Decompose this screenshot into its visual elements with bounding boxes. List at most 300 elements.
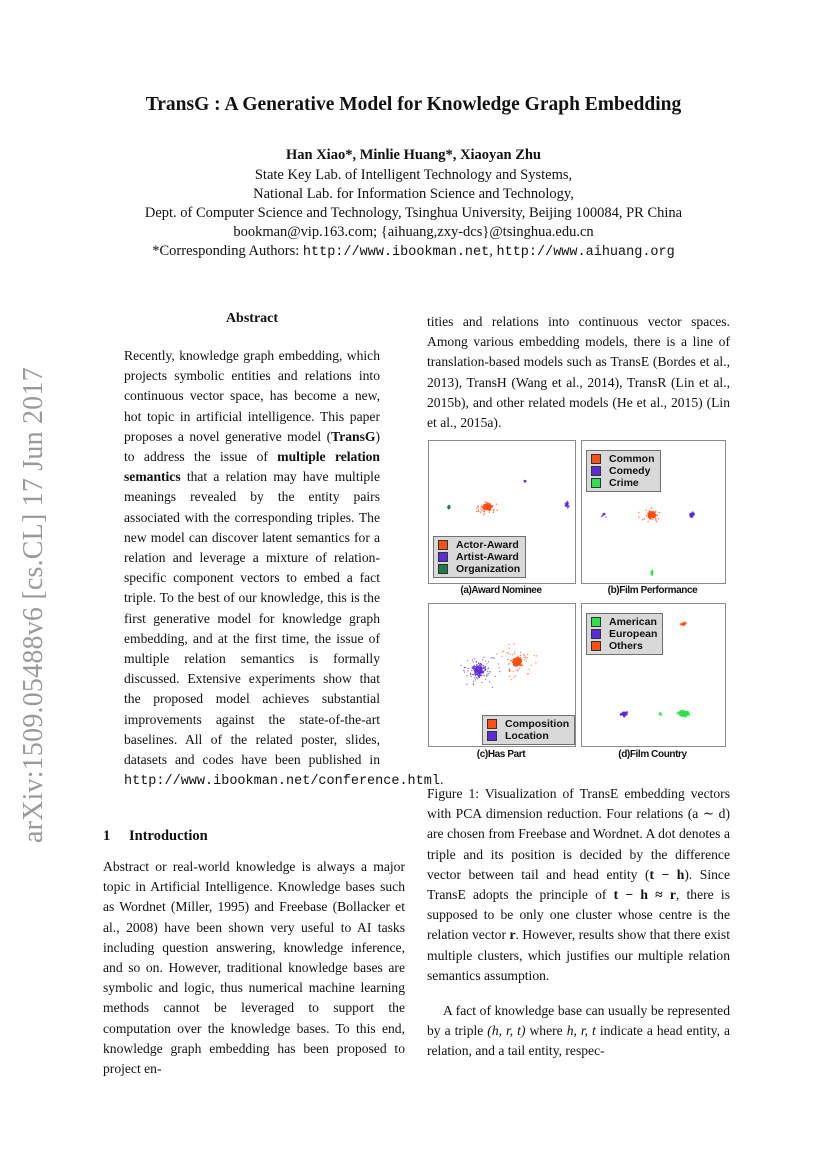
scatter-point [517,661,518,662]
legend-label: Crime [609,477,639,489]
scatter-point [489,506,490,507]
legend-swatch [591,617,601,627]
scatter-point [479,677,480,678]
legend-item [487,730,569,742]
legend-swatch [438,540,448,550]
legend-swatch [438,564,448,574]
scatter-point [477,672,479,674]
section-heading-introduction [103,828,208,845]
scatter-point [526,661,527,662]
scatter-point [509,669,510,670]
scatter-point [480,675,481,676]
legend-label: Location [505,730,549,742]
scatter-point [498,663,499,664]
scatter-point [485,661,486,662]
scatter-point [514,660,515,661]
scatter-point [483,657,484,658]
scatter-point [655,518,656,519]
scatter-point [682,714,684,716]
scatter-point [517,670,518,671]
abstract-text-3: that a relation may have multiple meanings revealed by the entity pairs associated with the corresponding triples. The new model can discover latent semantics for a relation and leverage a mixture of relation-specific component vectors to embed a fact triple. To the best of our knowledge, this is the first generative model for knowledge graph embedding, and at the first time, the issue of multiple relation semantics is formally discussed. Extensive experiments show that the proposed model achieves substantial improvements against the state-of-the-art baselines. All of the related poster, slides, datasets and codes have been published in [124,469,380,768]
scatter-point [655,510,656,511]
scatter-point [520,655,521,656]
scatter-point [646,515,647,516]
scatter-point [655,512,656,513]
scatter-point [483,665,485,667]
scatter-point [472,660,473,661]
scatter-point [513,677,514,678]
scatter-point [475,669,477,671]
scatter-point [526,658,527,659]
scatter-point [519,663,520,664]
scatter-point [509,648,510,649]
scatter-point [493,512,494,513]
caption-text: ). Since TransE adopts the principle of [427,866,731,903]
abstract-url[interactable]: http://www.ibookman.net/conference.html [124,774,440,790]
panel-award-nominee [428,440,576,584]
scatter-point [476,664,478,666]
scatter-point [660,714,661,715]
scatter-point [638,512,639,513]
legend-has-part [482,715,575,745]
scatter-point [475,671,476,672]
scatter-point [517,659,518,660]
scatter-point [477,671,478,672]
scatter-point [473,681,474,682]
para-text: A fact of knowledge base can usually be represented by a triple [427,1003,730,1039]
caption-has-part: (c)Has Part [476,749,526,760]
scatter-point [496,504,497,505]
scatter-point [478,511,479,512]
scatter-point [534,655,535,656]
scatter-point [535,662,536,663]
scatter-point [489,508,490,509]
scatter-point [478,675,479,676]
scatter-point [474,665,475,666]
legend-film-performance [586,450,661,492]
scatter-point [638,516,639,517]
scatter-point [513,671,514,672]
scatter-point [688,714,690,716]
scatter-point [463,670,464,671]
legend-label: Artist-Award [456,551,519,563]
scatter-point [487,675,488,676]
scatter-point [649,516,650,517]
scatter-point [485,666,486,667]
scatter-point [465,667,466,668]
scatter-point [509,676,510,677]
legend-label: Common [609,453,655,465]
scatter-point [656,521,657,522]
scatter-point [480,512,481,513]
scatter-point [653,511,654,512]
scatter-point [626,711,628,713]
scatter-point [523,657,524,658]
legend-label: Comedy [609,465,651,477]
scatter-point [471,676,472,677]
scatter-point [476,661,478,663]
legend-swatch [591,454,601,464]
section-number: 1 [103,828,111,844]
scatter-point [650,518,651,519]
scatter-point [489,511,490,512]
figure-1 [428,440,730,768]
legend-item [438,539,520,551]
scatter-point [482,659,483,660]
legend-label: European [609,628,658,640]
url-separator: , [489,243,497,259]
scatter-point [490,671,491,672]
scatter-point [488,668,489,669]
scatter-point [501,656,502,657]
scatter-point [515,670,516,671]
para-text: where [525,1023,567,1039]
scatter-point [493,509,494,510]
scatter-point [494,658,495,659]
scatter-point [481,682,482,683]
scatter-point [489,503,490,504]
abstract-bold-issue: multiple relation semantics [124,449,380,485]
scatter-point [682,623,684,625]
scatter-point [477,667,478,668]
caption-award-nominee: (a)Award Nominee [460,585,542,596]
scatter-point [676,712,678,714]
caption-text: Figure 1: Visualization of TransE embedding vectors with PCA dimension reduction. Four relations (a ∼ d) are chosen from Freebase and Wordnet. A dot denotes a triple and its position is decided by the difference vector between tail and head entity ( [427,786,730,882]
scatter-point [508,653,509,654]
scatter-point [485,679,486,680]
scatter-point [496,653,497,654]
legend-item [438,563,520,575]
caption-film-country: (d)Film Country [618,749,687,760]
scatter-point [605,516,606,517]
scatter-point [653,513,654,514]
scatter-point [464,671,465,672]
scatter-point [655,519,656,520]
scatter-point [475,679,476,680]
scatter-point [475,675,477,677]
scatter-point [472,666,473,667]
scatter-point [516,658,517,659]
legend-item [591,616,657,628]
paper-title: TransG : A Generative Model for Knowledge Graph Embedding [145,94,682,115]
legend-swatch [591,466,601,476]
legend-swatch [487,719,497,729]
scatter-point [473,667,474,668]
scatter-point [527,657,528,658]
legend-swatch [591,478,601,488]
scatter-point [517,656,518,657]
scatter-point [622,711,624,713]
scatter-point [484,504,485,505]
scatter-point [502,651,503,652]
caption-text: . However, results show that there exist multiple clusters, which justifies our multiple relation semantics assumption. [427,927,730,983]
scatter-point [492,505,493,506]
scatter-point [474,677,475,678]
scatter-point [645,509,646,510]
scatter-point [513,659,514,660]
scatter-point [686,714,688,716]
scatter-point [567,505,569,507]
scatter-point [692,511,694,513]
scatter-point [485,502,486,503]
corresponding-authors [0,243,827,260]
scatter-point [527,673,528,674]
right-column-text: tities and relations into continuous vector spaces. Among various embedding models, there is a line of translation-based models such as TransE (Bordes et al., 2013), TransH (Wang et al., 2014), TransR (Lin et al., 2015b), and other related models (He et al., 2015) (Lin et al., 2015a). [427,314,730,431]
scatter-point [476,677,477,678]
legend-item [591,453,655,465]
scatter-point [519,657,521,659]
scatter-point [471,670,472,671]
scatter-point [652,519,653,520]
scatter-point [495,676,496,677]
scatter-point [486,674,487,675]
scatter-point [507,659,508,660]
scatter-point [448,507,450,509]
caption-text: , there is supposed to be only one cluster whose centre is the relation vector [427,887,730,943]
scatter-point [567,503,569,505]
legend-item [591,465,655,477]
scatter-point [491,657,492,658]
scatter-point [660,712,661,713]
scatter-point [499,667,500,668]
scatter-point [531,665,532,666]
scatter-point [488,673,489,674]
panel-film-performance [581,440,726,584]
scatter-point [514,653,515,654]
scatter-point [514,651,515,652]
legend-label: Organization [456,563,521,575]
scatter-point [468,668,469,669]
section-title: Introduction [129,828,208,844]
scatter-point [650,571,652,573]
scatter-point [513,643,514,644]
scatter-point [657,515,658,516]
scatter-point [659,512,660,513]
abstract-text-1: Recently, knowledge graph embedding, which projects symbolic entities and relations into continuous vector space, has become a new, hot topic in artificial intelligence. This paper proposes a novel generative model ( [124,348,380,444]
legend-item [438,551,520,563]
legend-item [487,718,569,730]
scatter-point [476,508,477,509]
scatter-point [481,510,482,511]
scatter-point [478,506,479,507]
scatter-point [510,654,511,655]
scatter-point [482,507,483,508]
author-list: Han Xiao*, Minlie Huang*, Xiaoyan Zhu [285,147,541,163]
scatter-point [681,711,683,713]
scatter-point [604,514,605,515]
scatter-point [649,514,650,515]
corresponding-prefix: *Corresponding Authors: [152,243,303,259]
para-math: (h, r, t) [487,1023,526,1039]
panel-film-country [581,603,726,747]
abstract-text-2: ) to address the issue of [124,428,380,465]
para-math: h, r, t [566,1023,596,1039]
affiliation-line-3: Dept. of Computer Science and Technology, Tsinghua University, Beijing 100084, PR China [144,205,683,221]
scatter-point [649,510,650,511]
abstract-heading: Abstract [225,311,279,326]
scatter-point [644,518,645,519]
scatter-point [509,671,510,672]
para-text: indicate a head entity, a relation, and a tail entity, respec- [427,1023,731,1059]
scatter-point [658,518,659,519]
scatter-point [651,574,653,576]
scatter-point [621,713,623,715]
scatter-point [486,676,487,677]
scatter-point [480,663,482,665]
legend-film-country [586,613,663,655]
scatter-point [484,667,485,668]
scatter-point [461,665,462,666]
scatter-point [482,668,483,669]
scatter-point [479,672,480,673]
scatter-point [514,658,515,659]
scatter-point [467,660,468,661]
intro-body: Abstract or real-world knowledge is always a major topic in Artificial Intelligence. Knowledge bases such as Wordnet (Miller, 1995) and Freebase (Bollacker et al., 2008) have been shown very useful to AI tasks including question answering, knowledge inference, and so on. However, traditional knowledge bases are symbolic and logic, thus numerical machine learning methods cannot be leveraged to support the computation over the knowledge bases. To this end, knowledge graph embedding has been proposed to project en- [103,859,405,1077]
affiliation-line-2: National Lab. for Information Science and Technology, [253,186,574,202]
abstract-body [124,346,444,792]
scatter-point [653,517,654,518]
scatter-point [625,712,627,714]
scatter-point [482,672,483,673]
legend-item [591,477,655,489]
scatter-point [515,675,516,676]
scatter-point [693,513,695,515]
scatter-point [483,514,484,515]
scatter-point [529,669,530,670]
scatter-point [480,673,481,674]
email-line: bookman@vip.163.com; {aihuang,zxy-dcs}@tsinghua.edu.cn [233,224,594,240]
scatter-point [651,507,652,508]
scatter-point [477,678,478,679]
paragraph-triple [427,1001,730,1062]
scatter-point [567,507,569,509]
scatter-point [520,652,521,653]
caption-math: t − h [649,866,685,882]
scatter-point [527,654,528,655]
scatter-point [689,513,691,515]
scatter-point [480,509,481,510]
scatter-point [523,655,524,656]
scatter-point [474,658,475,659]
scatter-point [472,674,474,676]
scatter-point [488,661,489,662]
scatter-point [478,663,480,665]
abstract-end: . [439,772,444,788]
caption-math: t − h ≈ r [613,887,676,903]
scatter-point [473,661,474,662]
arxiv-stamp: arXiv:1509.05488v6 [cs.CL] 17 Jun 2017 [18,367,49,843]
scatter-point [647,521,648,522]
scatter-point [491,506,492,507]
scatter-point [521,660,522,661]
scatter-point [484,511,485,512]
abstract-bold-model: TransG [331,428,376,444]
scatter-point [485,669,487,671]
scatter-point [519,668,520,669]
scatter-point [511,679,512,680]
scatter-point [478,669,479,670]
legend-swatch [591,629,601,639]
panel-has-part [428,603,576,747]
scatter-point [475,666,476,667]
scatter-point [489,681,490,682]
scatter-point [481,505,482,506]
legend-label: Others [609,640,643,652]
scatter-point [483,675,485,677]
scatter-point [503,650,504,651]
scatter-point [476,511,477,512]
scatter-point [524,659,525,660]
legend-label: American [609,616,657,628]
scatter-point [516,663,517,664]
caption-math: r [509,927,516,943]
scatter-point [510,660,511,661]
scatter-point [492,657,493,658]
scatter-point [473,674,474,675]
author-url-2[interactable]: http://www.aihuang.org [496,245,675,260]
scatter-point [466,684,467,685]
caption-film-performance: (b)Film Performance [607,585,698,596]
scatter-point [521,662,522,663]
scatter-point [466,675,467,676]
scatter-point [518,669,519,670]
figure-caption [427,784,730,986]
scatter-point [525,657,526,658]
scatter-point [493,510,494,511]
scatter-point [486,663,487,664]
legend-swatch [438,552,448,562]
scatter-point [691,516,693,518]
scatter-point [509,644,510,645]
scatter-point [649,513,650,514]
affiliation-line-1: State Key Lab. of Intelligent Technology and Systems, [254,167,573,183]
scatter-point [481,667,482,668]
scatter-point [523,480,525,482]
scatter-point [685,711,687,713]
scatter-point [484,513,485,514]
scatter-point [520,665,521,666]
legend-award-nominee [433,536,526,578]
legend-swatch [591,641,601,651]
scatter-point [508,664,509,665]
scatter-point [467,670,468,671]
scatter-point [470,674,471,675]
scatter-point [487,671,488,672]
legend-label: Actor-Award [456,539,519,551]
author-url-1[interactable]: http://www.ibookman.net [302,245,490,260]
scatter-point [528,673,529,674]
scatter-point [478,509,479,510]
legend-item [591,628,657,640]
scatter-point [473,683,474,684]
scatter-point [480,671,481,672]
scatter-point [486,505,487,506]
scatter-point [523,654,524,655]
scatter-point [499,671,500,672]
legend-label: Composition [505,718,570,730]
legend-item [591,640,657,652]
scatter-point [483,509,484,510]
scatter-point [642,519,643,520]
scatter-point [602,515,603,516]
scatter-point [492,687,493,688]
scatter-point [514,661,515,662]
scatter-point [536,655,537,656]
scatter-point [647,515,648,516]
scatter-point [512,654,513,655]
scatter-point [478,667,479,668]
scatter-point [483,505,484,506]
